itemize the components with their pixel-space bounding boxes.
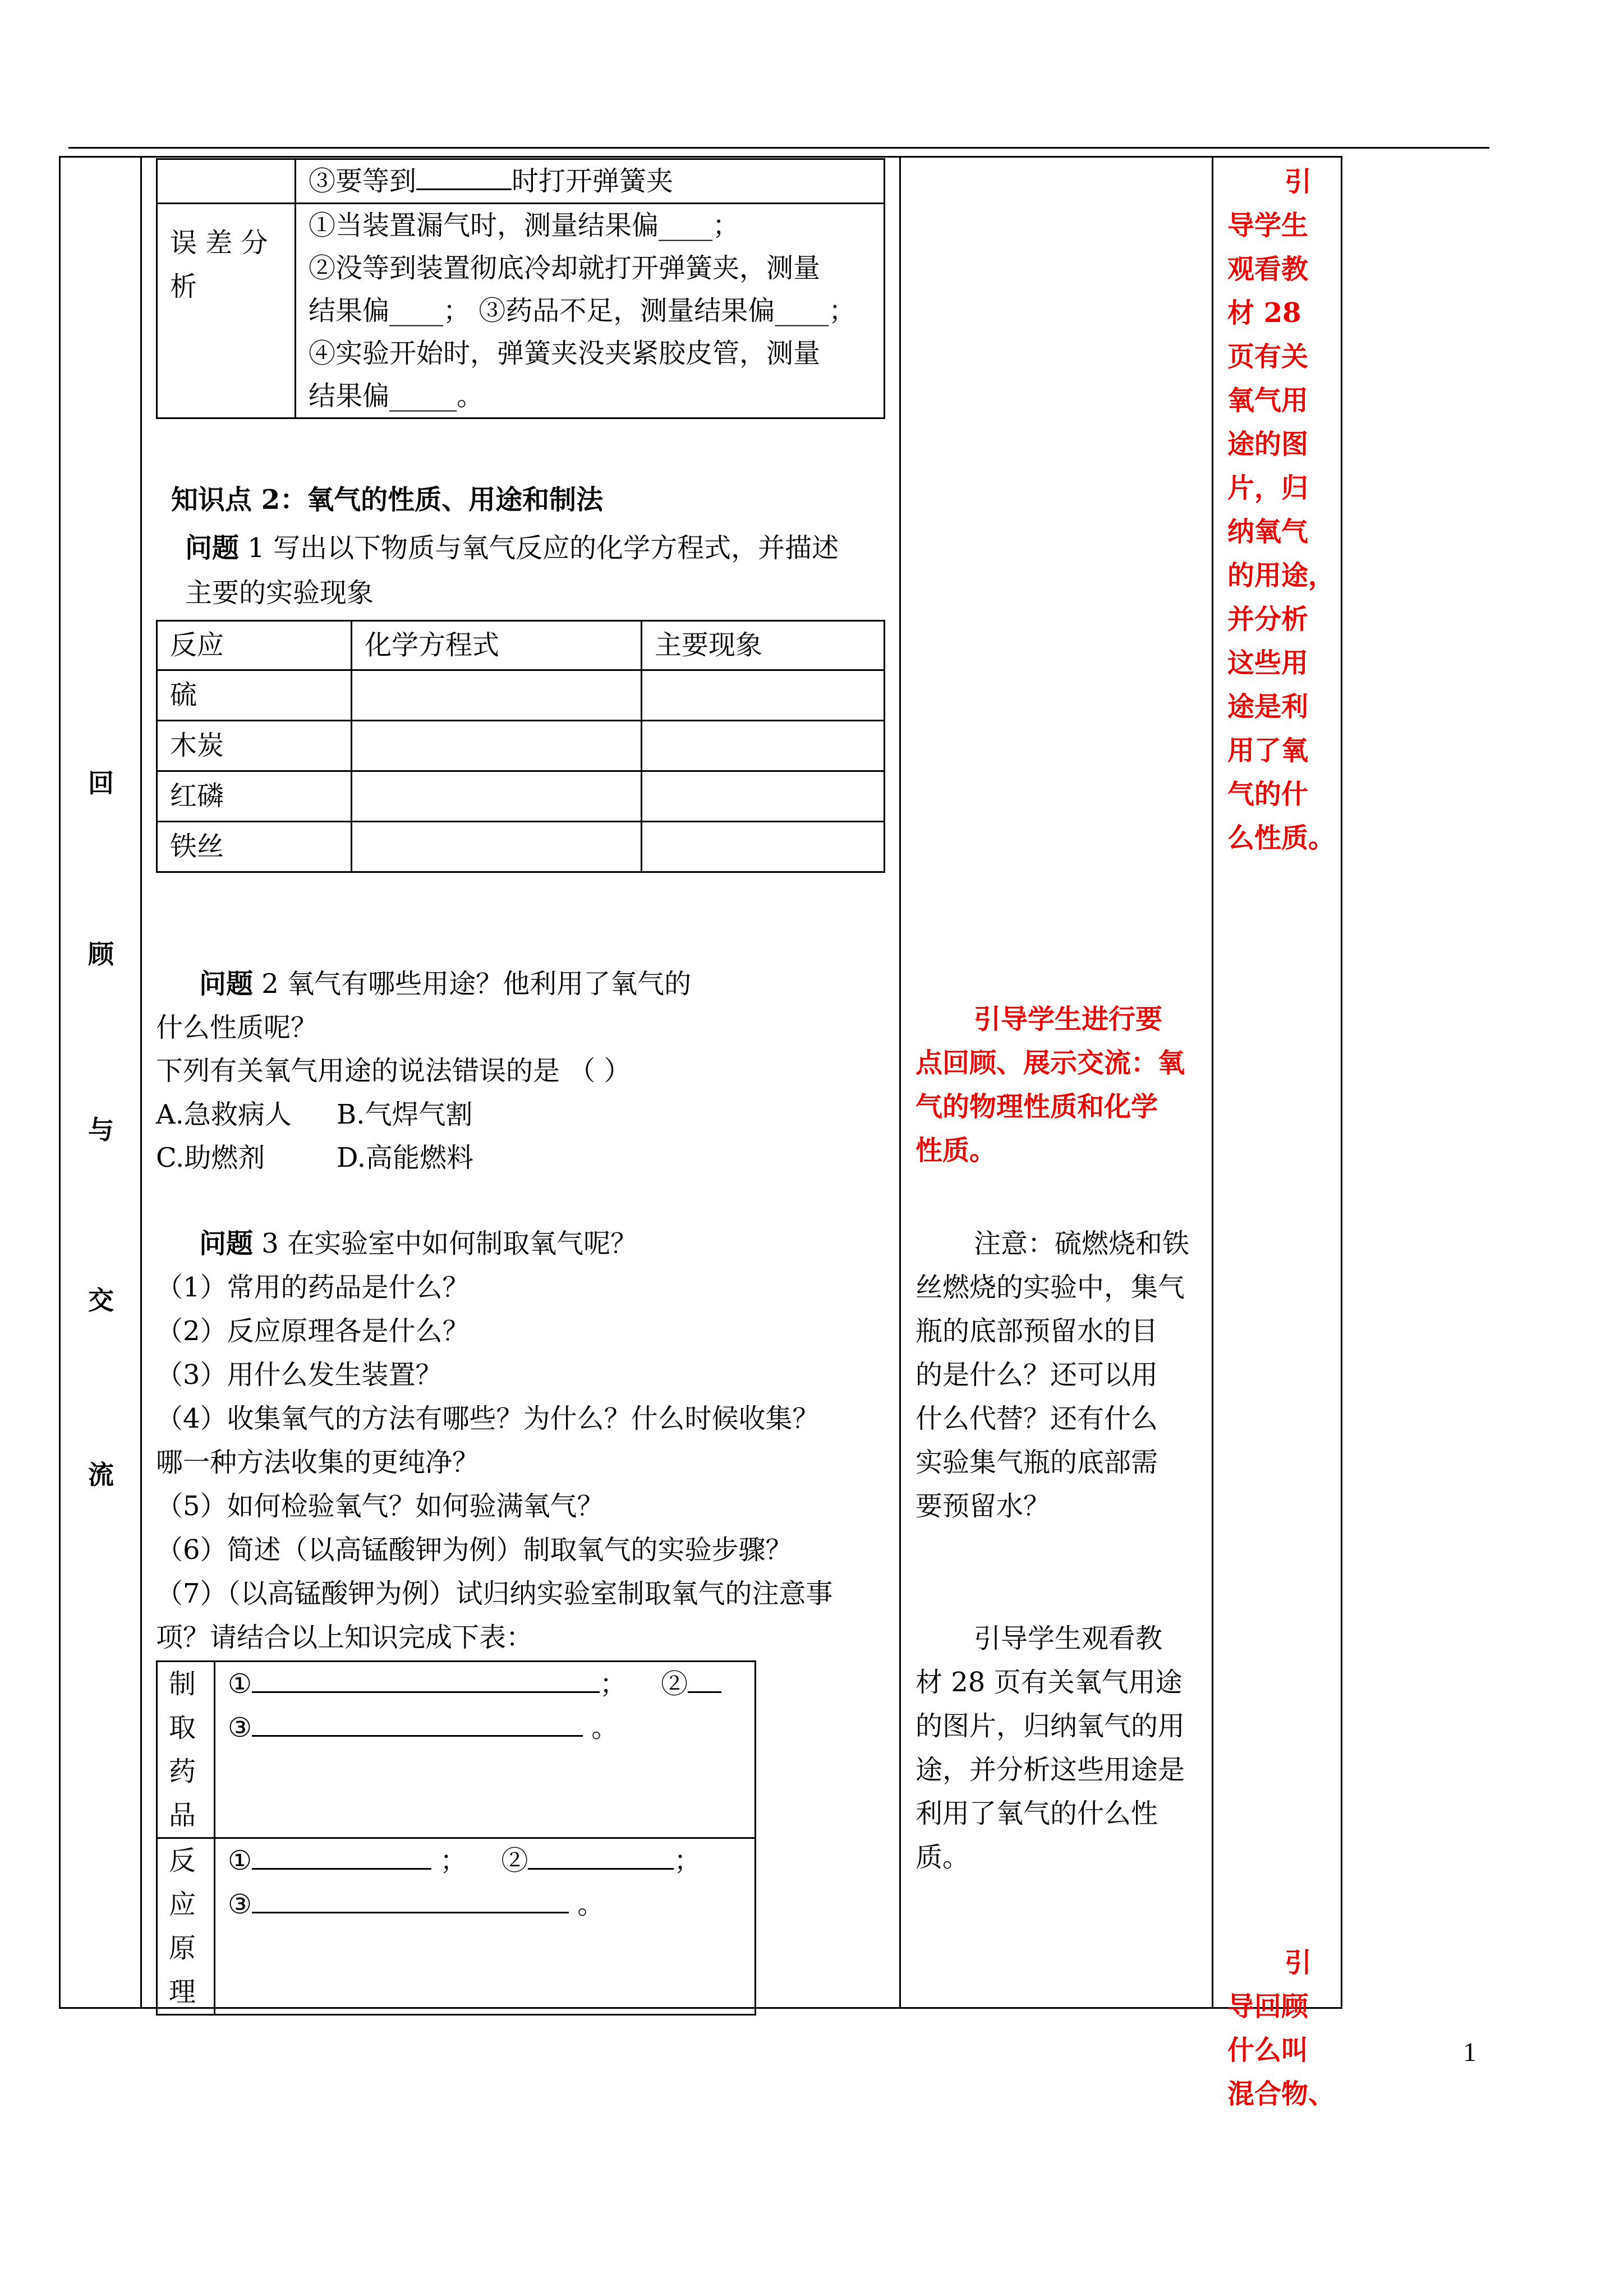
react-cell	[352, 670, 642, 721]
err-line-2: ②没等到装置彻底冷却就打开弹簧夹，测量	[309, 252, 821, 284]
col4-red1-10: 并分析	[1227, 604, 1309, 635]
q3-line	[199, 1222, 637, 1266]
react-cell	[642, 721, 885, 771]
col4-red1-4: 页有关	[1227, 341, 1309, 372]
q3-label: 问题	[199, 1228, 254, 1259]
exp-row1-suffix: 时打开弹簧夹	[512, 165, 674, 197]
q1-line-2: 主要的实验现象	[185, 577, 374, 609]
col4-red1-8: 纳氧气	[1227, 516, 1309, 547]
exp-row1-cell	[296, 159, 885, 204]
err-line-4: ④实验开始时，弹簧夹没夹紧胶皮管，测量	[309, 338, 821, 369]
blank-line	[416, 166, 512, 190]
guide-red-1: 引导学生进行要	[974, 1004, 1163, 1035]
prep-c2: ②	[661, 1668, 688, 1700]
q2-option-c: C.助燃剂	[156, 1142, 265, 1174]
react-cell	[642, 670, 885, 721]
q1-line	[185, 526, 839, 570]
react-row-sulfur: 硫	[157, 670, 352, 721]
q2-option-d: D.高能燃料	[337, 1142, 474, 1174]
guide2-4: 途，并分析这些用途是	[915, 1754, 1185, 1786]
guide2-6: 质。	[915, 1842, 970, 1873]
react-cell	[352, 822, 642, 872]
prep-c3: ③	[228, 1712, 252, 1743]
guide-red-4: 性质。	[915, 1135, 997, 1166]
note-1: 注意：硫燃烧和铁	[974, 1228, 1190, 1259]
prep-r2-c1: ①	[228, 1845, 252, 1876]
col4-red1-15: 么性质。	[1227, 822, 1336, 854]
err-line-1: ①当装置漏气时，测量结果偏____；	[309, 210, 740, 241]
guide2-3: 的图片，归纳氧气的用	[915, 1710, 1185, 1742]
grid-line-right1	[1212, 156, 1213, 2008]
col4-red1-7: 片，归	[1227, 472, 1309, 504]
q2-line	[199, 962, 691, 1006]
exp-empty-cell	[157, 159, 296, 204]
q2-option-b: B.气焊气割	[337, 1099, 473, 1130]
q1-label: 问题	[185, 532, 240, 564]
err-line-5: 结果偏_____。	[309, 380, 484, 412]
prep-row1-cell	[215, 1662, 756, 1838]
note-5: 什么代替？还有什么	[915, 1403, 1158, 1434]
react-header-1: 反应	[157, 621, 352, 670]
q3-item-7: （7）（以高锰酸钾为例）试归纳实验室制取氧气的注意事	[156, 1578, 833, 1609]
prep-r2-semi2: ；	[674, 1845, 701, 1876]
side-label-3: 与	[88, 1115, 114, 1145]
note-2: 丝燃烧的实验中，集气	[915, 1272, 1185, 1303]
col4-red2-3: 混合物、	[1227, 2078, 1336, 2110]
react-row-charcoal: 木炭	[157, 721, 352, 771]
col4-red1-1: 导学生	[1227, 210, 1309, 241]
err-label-cell: 误 差 分 析	[157, 204, 296, 418]
q2-mc-stem: 下列有关氧气用途的说法错误的是 （ ）	[156, 1055, 631, 1087]
react-cell	[642, 822, 885, 872]
col4-red2-2: 什么叫	[1227, 2035, 1309, 2066]
react-cell	[352, 721, 642, 771]
page-number: 1	[1463, 2037, 1476, 2067]
col4-red2-1: 导回顾	[1227, 1991, 1309, 2022]
react-row-iron-wire: 铁丝	[157, 822, 352, 872]
q2-label: 问题	[199, 968, 254, 1000]
col4-red2-0: 引	[1285, 1947, 1312, 1978]
blank-line	[252, 1846, 431, 1870]
q2-text: 2 氧气有哪些用途？他利用了氧气的	[253, 968, 692, 1000]
col4-red-block-1	[1227, 160, 1335, 860]
q1-text: 1 写出以下物质与氧气反应的化学方程式，并描述	[239, 532, 839, 564]
q3-item-2: （2）反应原理各是什么？	[156, 1315, 470, 1347]
guide-red-2: 点回顾、展示交流：氧	[915, 1047, 1185, 1079]
note-3: 瓶的底部预留水的目	[915, 1315, 1158, 1347]
q3-text: 3 在实验室中如何制取氧气呢？	[253, 1228, 638, 1259]
q3-item-1: （1）常用的药品是什么？	[156, 1272, 470, 1303]
react-row-red-phosphorus: 红磷	[157, 771, 352, 822]
prep-table	[156, 1660, 756, 2016]
grid-line-top	[59, 156, 1342, 158]
prep-r2-period: 。	[577, 1889, 605, 1920]
col4-red-block-2	[1227, 1941, 1335, 2116]
grid-line-right2	[1341, 156, 1342, 2008]
side-label-4: 交	[88, 1285, 114, 1315]
col4-red1-6: 途的图	[1227, 429, 1309, 460]
blank-line	[252, 1669, 600, 1693]
react-cell	[352, 771, 642, 822]
react-cell	[642, 771, 885, 822]
err-lines-cell	[296, 204, 885, 418]
guide-red-3: 气的物理性质和化学	[915, 1091, 1158, 1122]
prep-row2-label: 反 应 原 理	[157, 1838, 215, 2015]
grid-line-mid	[899, 156, 901, 2008]
prep-semi: ；	[600, 1668, 627, 1700]
note-6: 实验集气瓶的底部需	[915, 1447, 1158, 1478]
guide2-5: 利用了氧气的什么性	[915, 1798, 1158, 1829]
prep-r2-semi1: ；	[440, 1845, 467, 1876]
prep-c1: ①	[228, 1668, 252, 1700]
col4-red1-2: 观看教	[1227, 254, 1309, 285]
blank-line	[528, 1846, 674, 1870]
col4-red1-0: 引	[1285, 166, 1312, 197]
col4-red1-12: 途是利	[1227, 691, 1309, 723]
q3-item-6: （6）简述（以高锰酸钾为例）制取氧气的实验步骤？	[156, 1534, 793, 1566]
side-label-2: 顾	[88, 939, 114, 969]
react-header-3: 主要现象	[642, 621, 885, 670]
note-4: 的是什么？还可以用	[915, 1359, 1158, 1391]
note-7: 要预留水？	[915, 1490, 1051, 1522]
guide-red-block	[915, 997, 1207, 1172]
react-header-2: 化学方程式	[352, 621, 642, 670]
col4-red1-14: 气的什	[1227, 779, 1309, 810]
guide2-block	[915, 1617, 1207, 1879]
err-line-3: 结果偏____； ③药品不足，测量结果偏____；	[309, 295, 856, 326]
col4-red1-13: 用了氧	[1227, 735, 1309, 766]
col4-red1-11: 这些用	[1227, 647, 1309, 679]
prep-row2-cell	[215, 1838, 756, 2015]
reaction-table	[156, 620, 885, 873]
q3-item-3: （3）用什么发生装置？	[156, 1359, 443, 1391]
q2-option-a: A.急救病人	[156, 1099, 292, 1130]
guide2-1: 引导学生观看教	[974, 1623, 1163, 1654]
experiment-table	[156, 158, 885, 419]
col4-red1-9: 的用途，	[1227, 560, 1336, 591]
side-label-1: 回	[88, 768, 114, 798]
note-block	[915, 1222, 1207, 1528]
grid-line-left	[59, 156, 61, 2008]
exp-row1-text: ③要等到	[309, 165, 417, 197]
q3-item-4b: 哪一种方法收集的更纯净？	[156, 1447, 480, 1478]
header-rule	[68, 147, 1489, 149]
prep-r2-c3: ③	[228, 1889, 252, 1920]
q3-item-4: （4）收集氧气的方法有哪些？为什么？什么时候收集？	[156, 1403, 820, 1434]
blank-line	[252, 1713, 583, 1737]
prep-row1-label: 制 取 药 品	[157, 1662, 215, 1838]
q2-line-2: 什么性质呢？	[156, 1012, 318, 1043]
col4-red1-3: 材 28	[1227, 297, 1301, 329]
prep-period: 。	[591, 1712, 619, 1743]
prep-r2-c2: ②	[501, 1845, 528, 1876]
kp2-title: 知识点 2：氧气的性质、用途和制法	[171, 484, 604, 516]
col4-red1-5: 氧气用	[1227, 385, 1309, 416]
blank-line	[252, 1889, 569, 1913]
side-label-5: 流	[88, 1460, 114, 1490]
blank-line	[688, 1669, 721, 1693]
q3-item-5: （5）如何检验氧气？如何验满氧气？	[156, 1490, 604, 1522]
q3-item-7b: 项？请结合以上知识完成下表：	[156, 1622, 533, 1653]
grid-line-label	[140, 156, 142, 2008]
guide2-2: 材 28 页有关氧气用途	[915, 1667, 1183, 1698]
